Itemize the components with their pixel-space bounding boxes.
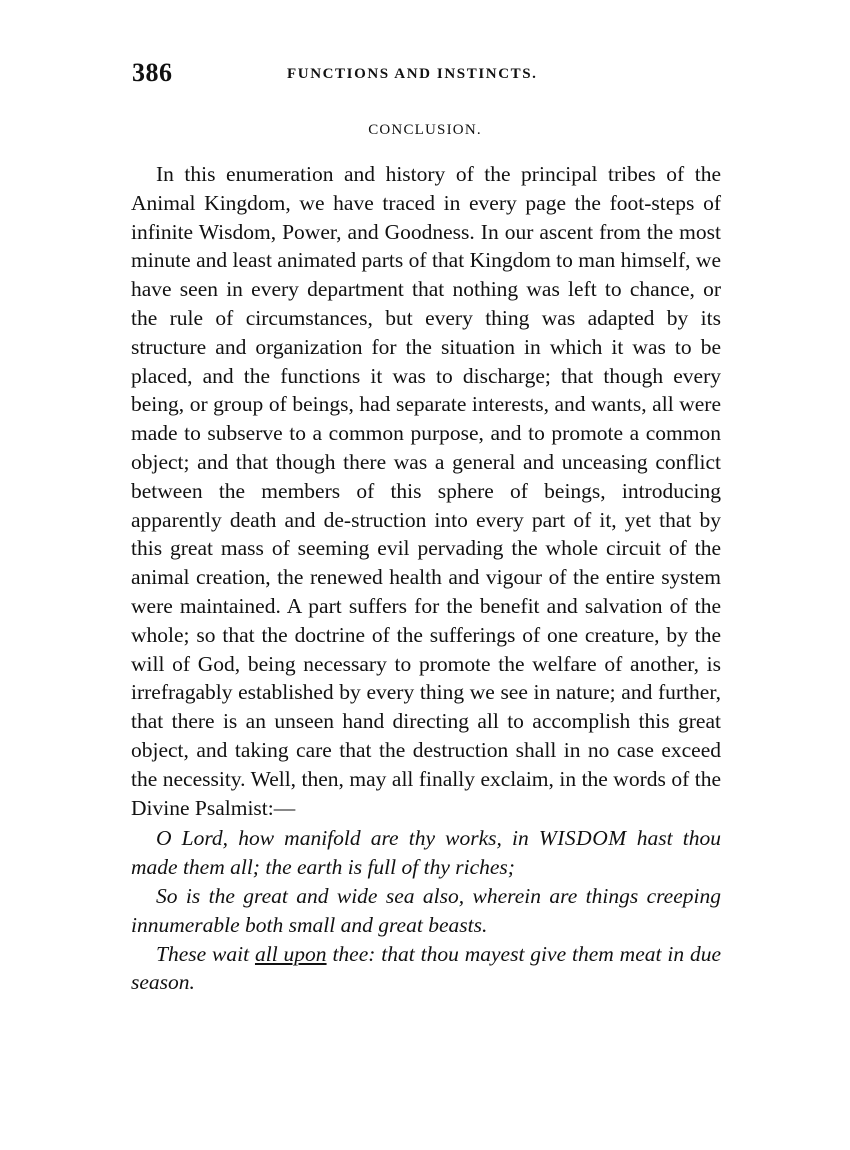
verse-1-emphasis: WISDOM	[538, 826, 627, 851]
running-header	[132, 58, 720, 88]
body-text	[131, 160, 721, 997]
main-paragraph: In this enumeration and history of the principal tribes of the Animal Kingdom, we have traced in every page the foot-steps of infinite Wisdom, Power, and Goodness. In our ascent from the most minute and least animated parts of that Kingdom to man himself, we have seen in every department that nothing was left to chance, or the rule of circumstances, but every thing was adapted by its structure and organization for the situation in which it was to be placed, and the functions it was to discharge; that though every being, or group of beings, had separate interests, and wants, all were made to subserve to a common purpose, and to promote a common object; and that though there was a general and unceasing conflict between the members of this sphere of beings, introducing apparently death and de-struction into every part of it, yet that by this great mass of seeming evil pervading the whole circuit of the animal creation, the renewed health and vigour of the entire system were maintained. A part suffers for the benefit and salvation of the whole; so that the doctrine of the sufferings of one creature, by the will of God, being necessary to promote the welfare of another, is irrefragably established by every thing we see in nature; and further, that there is an unseen hand directing all to accomplish this great object, and taking care that the destruction shall in no case exceed the necessity. Well, then, may all finally exclaim, in the words of the Divine Psalmist:—	[131, 162, 721, 820]
running-head: FUNCTIONS AND INSTINCTS.	[287, 66, 538, 82]
page-number: 386	[132, 58, 173, 87]
section-title: CONCLUSION.	[368, 122, 482, 138]
psalm-verse-2: So is the great and wide sea also, wherein are things creeping innumerable both small and great beasts.	[131, 883, 721, 937]
verse-3-underlined: all upon	[254, 941, 327, 966]
psalm-verse-3	[131, 940, 721, 998]
verse-1-after: hast thou made them all; the earth is full of thy riches;	[131, 826, 721, 880]
verse-1-before: O Lord, how manifold are thy works, in	[156, 826, 539, 851]
verse-3-after: thee: that thou mayest give them meat in due season.	[131, 941, 721, 995]
verse-3-before: These wait	[156, 941, 255, 966]
psalm-verse-1	[131, 824, 721, 882]
